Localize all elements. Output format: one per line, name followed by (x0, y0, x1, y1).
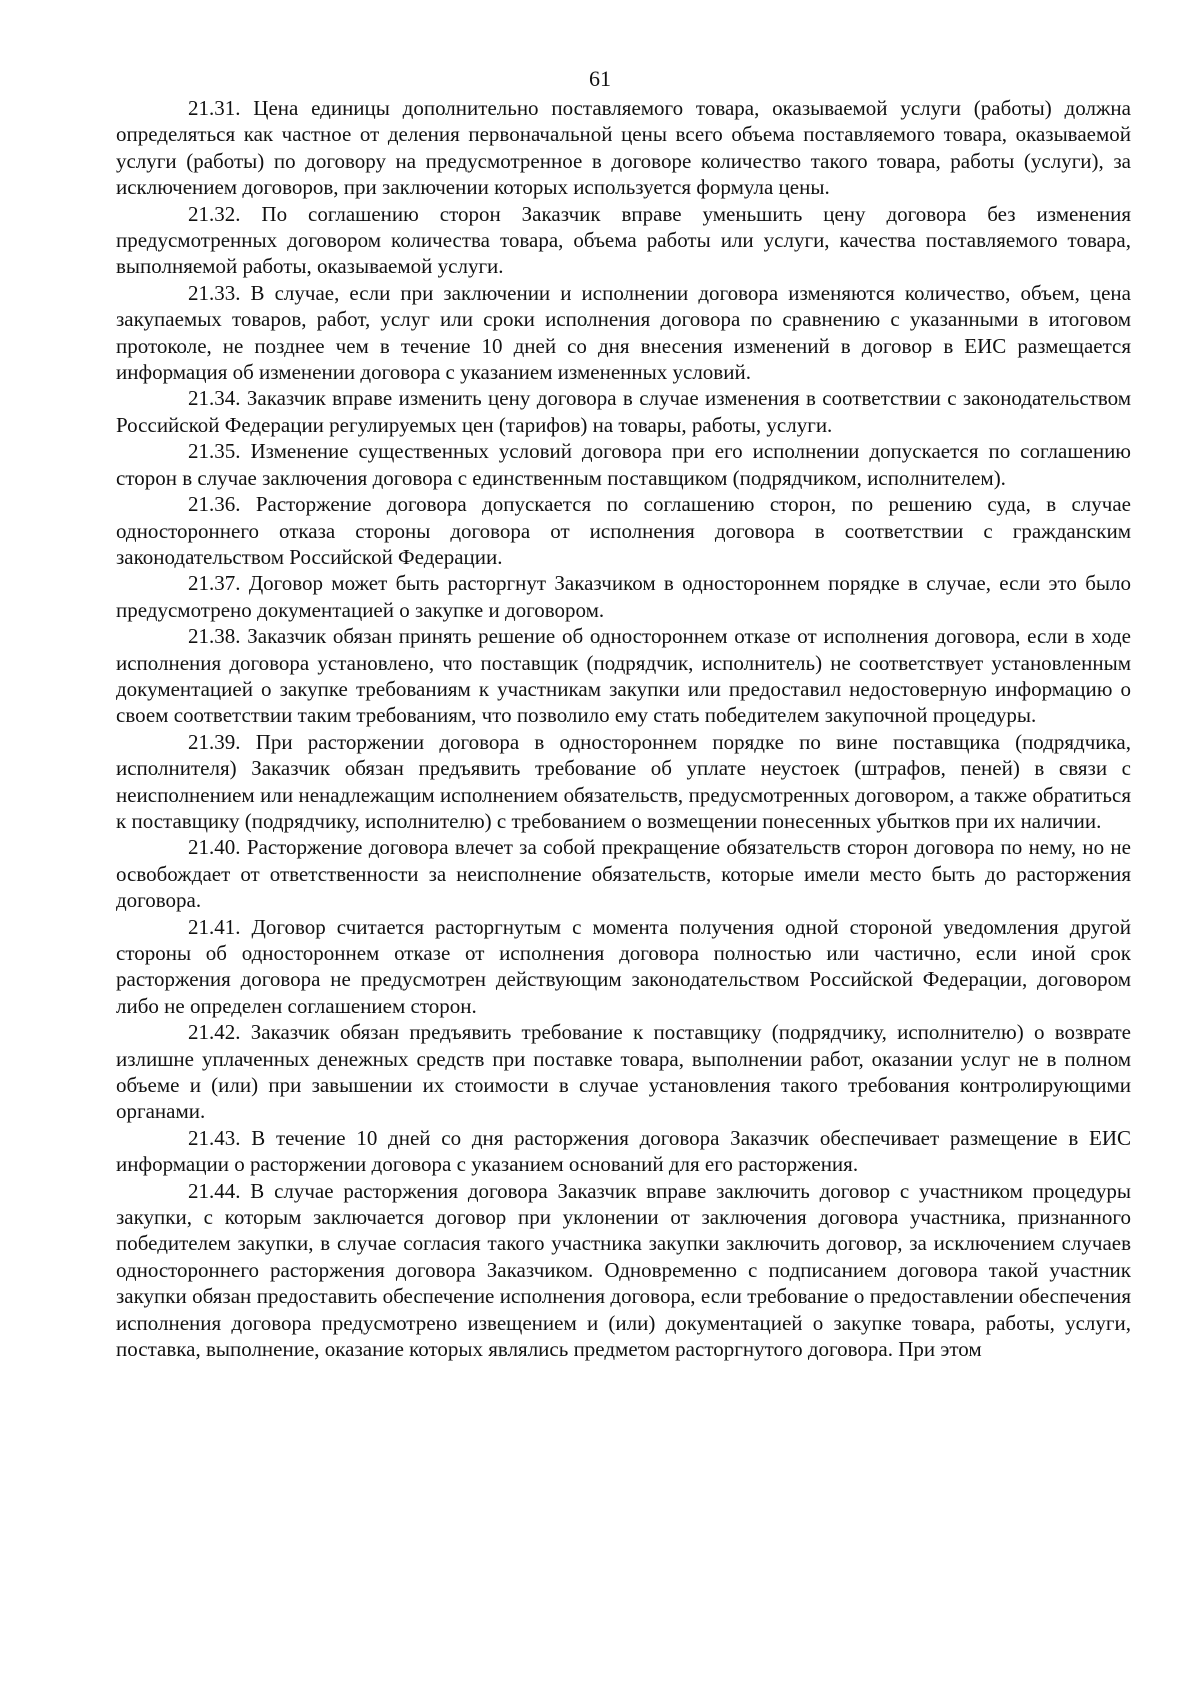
paragraph-21-35: 21.35. Изменение существенных условий договора при его исполнении допускается по соглашению сторон в случае заключения договора с единственным поставщиком (подрядчиком, исполнителем). (116, 439, 1131, 490)
paragraph-21-34: 21.34. Заказчик вправе изменить цену договора в случае изменения в соответствии с законодательством Российской Федерации регулируемых цен (тарифов) на товары, работы, услуги. (116, 386, 1131, 437)
paragraph-21-39: 21.39. При расторжении договора в одностороннем порядке по вине поставщика (подрядчика, исполнителя) Заказчик обязан предъявить требование об уплате неустоек (штрафов, пеней) в связи с неисполнением или ненадлежащим исполнением обязательств, предусмотренных договором, а также обратиться к поставщику (подрядчику, исполнителю) с требованием о возмещении понесенных убытков при их наличии. (116, 729, 1131, 833)
document-body (116, 95, 1131, 1363)
paragraph-21-38: 21.38. Заказчик обязан принять решение об одностороннем отказе от исполнения договора, если в ходе исполнения договора установлено, что поставщик (подрядчик, исполнитель) не соответствует установленным документацией о закупке требованиям к участникам закупки или предоставил недостоверную информацию о своем соответствии таким требованиям, что позволило ему стать победителем закупочной процедуры. (116, 624, 1131, 728)
paragraph-21-33: 21.33. В случае, если при заключении и исполнении договора изменяются количество, объем, цена закупаемых товаров, работ, услуг или сроки исполнения договора по сравнению с указанными в итоговом протоколе, не позднее чем в течение 10 дней со дня внесения изменений в договор в ЕИС размещается информация об изменении договора с указанием измененных условий. (116, 280, 1131, 385)
paragraph-21-40: 21.40. Расторжение договора влечет за собой прекращение обязательств сторон договора по нему, но не освобождает от ответственности за неисполнение обязательств, которые имели место быть до расторжения договора. (116, 835, 1131, 913)
paragraph-21-44: 21.44. В случае расторжения договора Заказчик вправе заключить договор с участником процедуры закупки, с которым заключается договор при уклонении от заключения договора участника, признанного победителем закупки, в случае согласия такого участника закупки заключить договор, за исключением случаев одностороннего расторжения договора Заказчиком. Одновременно с подписанием договора такой участник закупки обязан предоставить обеспечение исполнения договора, если требование о предоставлении обеспечения исполнения договора предусмотрено извещением и (или) документацией о закупке товара, работы, услуги, поставка, выполнение, оказание которых являлись предметом расторгнутого договора. При этом (116, 1178, 1131, 1362)
paragraph-21-41: 21.41. Договор считается расторгнутым с момента получения одной стороной уведомления другой стороны об одностороннем отказе от исполнения договора полностью или частично, если иной срок расторжения договора не предусмотрен действующим законодательством Российской Федерации, договором либо не определен соглашением сторон. (116, 914, 1131, 1018)
paragraph-21-32: 21.32. По соглашению сторон Заказчик вправе уменьшить цену договора без изменения предусмотренных договором количества товара, объема работы или услуги, качества поставляемого товара, выполняемой работы, оказываемой услуги. (116, 201, 1131, 279)
paragraph-21-31: 21.31. Цена единицы дополнительно поставляемого товара, оказываемой услуги (работы) должна определяться как частное от деления первоначальной цены всего объема поставляемого товара, оказываемой услуги (работы) по договору на предусмотренное в договоре количество такого товара, работы (услуги), за исключением договоров, при заключении которых используется формула цены. (116, 96, 1131, 200)
paragraph-21-37: 21.37. Договор может быть расторгнут Заказчиком в одностороннем порядке в случае, если это было предусмотрено документацией о закупке и договором. (116, 571, 1131, 622)
page-number: 61 (589, 66, 611, 91)
paragraph-21-36: 21.36. Расторжение договора допускается по соглашению сторон, по решению суда, в случае одностороннего отказа стороны договора от исполнения договора в соответствии с гражданским законодательством Российской Федерации. (116, 492, 1131, 569)
paragraph-21-42: 21.42. Заказчик обязан предъявить требование к поставщику (подрядчику, исполнителю) о возврате излишне уплаченных денежных средств при поставке товара, выполнении работ, оказании услуг не в полном объеме и (или) при завышении их стоимости в случае установления такого требования контролирующими органами. (116, 1020, 1131, 1124)
paragraph-21-43: 21.43. В течение 10 дней со дня расторжения договора Заказчик обеспечивает размещение в ЕИС информации о расторжении договора с указанием оснований для его расторжения. (116, 1125, 1131, 1177)
